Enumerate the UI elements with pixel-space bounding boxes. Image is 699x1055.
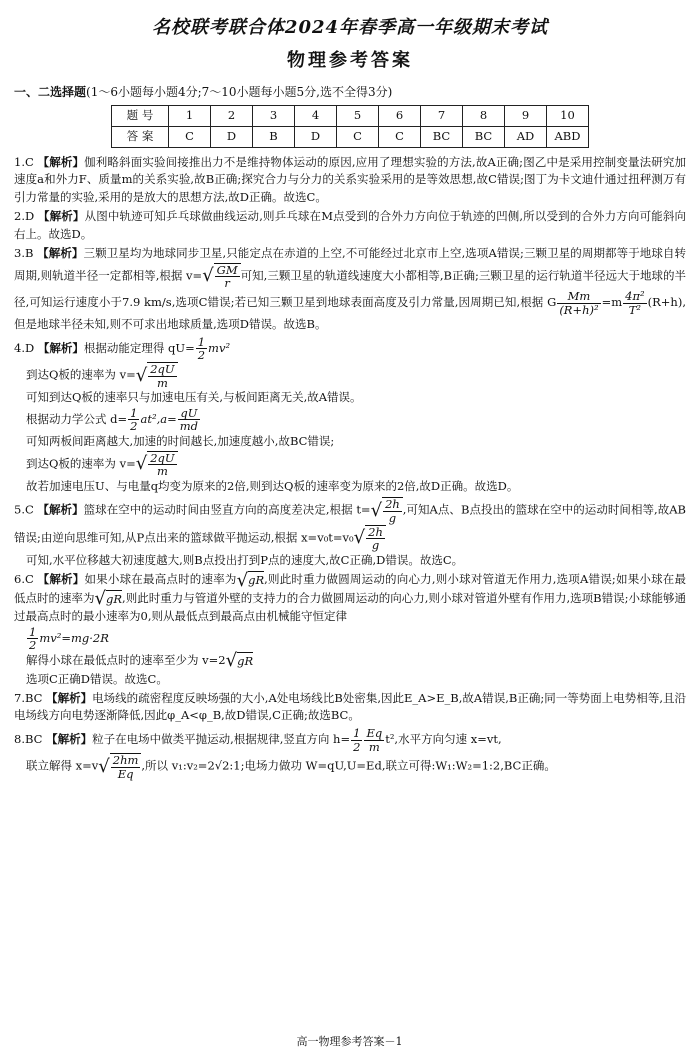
solution-text: 如果小球在最高点时的速率为 bbox=[84, 572, 237, 587]
sqrt-formula: √ $\frac{2h}{g}$ bbox=[371, 497, 403, 524]
solution-text: 根据动能定理得 qU= bbox=[83, 340, 195, 355]
qnum-cell: 5 bbox=[337, 105, 379, 126]
answer-cell: C bbox=[169, 126, 211, 147]
solution-text: 三颗卫星均为地球同步卫星,只能定点在赤道的上空,不可能经过北京市上空,选项A错误;三颗卫星的周期都等于地球自转周期,则轨道半径一定都相等,根据 v= bbox=[14, 246, 687, 283]
answer-table-row-numbers bbox=[112, 105, 589, 126]
analysis-tag: 【解析】 bbox=[37, 340, 84, 355]
solution-text: 故若加速电压U、与电量q均变为原来的2倍,则到达Q板的速率变为原来的2倍,故D正确。故选D。 bbox=[26, 478, 519, 493]
solution-text: 伽利略斜面实验间接推出力不是维持物体运动的原因,应用了理想实验的方法,故A正确;图乙中是采用控制变量法研究加速度a和外力F、质量m的关系实验,故B正确;探究合力与分力的关系实验采用的是等效思想,故C错误;图丁为卡文迪什通过扭秤测万有引力常量的实验,采用的是放大的思想方法,故D正确。故选C。 bbox=[14, 154, 687, 204]
denominator: r bbox=[224, 276, 230, 291]
solution-2 bbox=[14, 208, 686, 243]
solution-text: 电场线的疏密程度反映场强的大小,A处电场线比B处密集,因此E_A>E_B,故A错误,B正确;同一等势面上电势相等,且沿电场线方向电势逐渐降低,因此φ_A<φ_B,故D错误,C正确;故选BC。 bbox=[14, 690, 687, 723]
solution-number: 7.BC bbox=[14, 690, 43, 705]
formula: at²,a= bbox=[140, 411, 177, 426]
sqrt-formula: √ $\frac{GM}{r}$ bbox=[202, 263, 240, 290]
answer-cell: AD bbox=[505, 126, 547, 147]
exam-title: 名校联考联合体2024年春季高一年级期末考试 bbox=[151, 17, 549, 38]
solution-text: 可知,三颗卫星的轨道线速度大小都相等,B正确;三颗卫星的运行轨道半径远大于地球的半径,可知运行速度小于7.9 km/s,选项C错误;若已知三颗卫星到地球表面高度及引力常量,因周期已知,根据 G bbox=[14, 268, 686, 310]
sqrt-formula: √gR bbox=[225, 650, 254, 672]
row-label-answers: 答 案 bbox=[112, 126, 169, 147]
solution-6 bbox=[14, 571, 686, 688]
solution-text: ,则此时重力做圆周运动的向心力,则小球对管道无作用力,选项A错误;如果小球在最低点时的速率为 bbox=[14, 572, 687, 606]
qnum-cell: 10 bbox=[547, 105, 589, 126]
answer-page bbox=[14, 10, 686, 782]
solution-7 bbox=[14, 690, 686, 725]
fraction: $\frac{Mm}{\text{(R+h)²}}$ bbox=[559, 289, 599, 317]
qnum-cell: 2 bbox=[211, 105, 253, 126]
answer-cell: D bbox=[295, 126, 337, 147]
solution-text: 到达Q板的速率为 v= bbox=[26, 367, 136, 382]
solution-number: 1.C bbox=[14, 154, 34, 169]
section-heading bbox=[14, 83, 686, 101]
solution-text: t²,水平方向匀速 x=vt, bbox=[385, 732, 502, 747]
sqrt-formula: √ $\frac{2h}{g}$ bbox=[354, 525, 386, 552]
answer-cell: C bbox=[379, 126, 421, 147]
solution-text: 到达Q板的速率为 v= bbox=[26, 456, 136, 471]
solution-number: 6.C bbox=[14, 572, 34, 587]
qnum-cell: 7 bbox=[421, 105, 463, 126]
solution-text: 从图中轨迹可知乒乓球做曲线运动,则乒乓球在M点受到的合外力方向位于轨迹的凹侧,所以受到的合外力方向可能斜向右上。故选D。 bbox=[14, 209, 686, 241]
doc-subtitle: 物理参考答案 bbox=[287, 50, 413, 72]
solution-text: 根据动力学公式 d= bbox=[26, 411, 128, 426]
sqrt-formula: √gR bbox=[236, 569, 265, 591]
row-label-numbers: 题 号 bbox=[112, 105, 169, 126]
qnum-cell: 6 bbox=[379, 105, 421, 126]
fraction: $\frac{1}{2}$ bbox=[130, 405, 138, 434]
analysis-tag: 【解析】 bbox=[37, 572, 85, 587]
sqrt-formula: √gR bbox=[94, 588, 123, 610]
solution-text: 可知到达Q板的速率只与加速电压有关,与板间距离无关,故A错误。 bbox=[26, 390, 362, 405]
fraction: $\frac{1}{2}$ bbox=[353, 725, 361, 754]
solution-text: ,则此时重力与管道外壁的支持力的合力做圆周运动的向心力,则小球对管道外壁有作用力,选项B错误;小球能够通过最高点时的最小速率为0,则从最低点到最高点由机械能守恒定律 bbox=[14, 591, 686, 624]
answer-table bbox=[111, 105, 589, 148]
analysis-tag: 【解析】 bbox=[37, 154, 85, 169]
solution-number: 8.BC bbox=[14, 732, 43, 747]
qnum-cell: 4 bbox=[295, 105, 337, 126]
solution-number: 5.C bbox=[14, 502, 34, 517]
numerator: GM bbox=[216, 262, 238, 277]
solution-text: 粒子在电场中做类平抛运动,根据规律,竖直方向 h= bbox=[92, 732, 351, 747]
qnum-cell: 1 bbox=[169, 105, 211, 126]
solution-text: (R+h),但是地球半径未知,则不可求出地球质量,选项D错误。故选B。 bbox=[14, 295, 686, 332]
solution-1 bbox=[14, 154, 686, 206]
fraction: $\frac{Eq}{m}$ bbox=[366, 725, 383, 754]
sqrt-formula: √ $\frac{2hm}{Eq}$ bbox=[98, 753, 141, 780]
section-title: 一、二选择题 bbox=[14, 84, 87, 99]
answer-table-row-answers bbox=[112, 126, 589, 147]
answer-cell: BC bbox=[463, 126, 505, 147]
fraction: $\frac{\text{4π²}}{\text{T²}}$ bbox=[625, 289, 645, 317]
solution-5 bbox=[14, 497, 686, 569]
formula: mv² bbox=[208, 340, 231, 355]
solution-text: ,所以 v₁:v₂=2√2:1;电场力做功 W=qU,U=Ed,联立可得:W₁:W₂=1:2,BC正确。 bbox=[141, 758, 556, 773]
qnum-cell: 3 bbox=[253, 105, 295, 126]
solution-text: 联立解得 x=v bbox=[26, 758, 99, 773]
solution-text: 可知两板间距离越大,加速的时间越长,加速度越小,故BC错误; bbox=[26, 434, 335, 449]
answer-cell: C bbox=[337, 126, 379, 147]
analysis-tag: 【解析】 bbox=[37, 502, 84, 517]
solution-number: 2.D bbox=[14, 209, 35, 224]
solution-text: 可知,水平位移越大初速度越大,则B点投出打到P点的速度大,故C正确,D错误。故选C。 bbox=[26, 552, 464, 567]
solution-3 bbox=[14, 245, 686, 334]
analysis-tag: 【解析】 bbox=[46, 690, 93, 705]
fraction: $\frac{1}{2}$ bbox=[29, 624, 37, 653]
solution-4 bbox=[14, 336, 686, 496]
analysis-tag: 【解析】 bbox=[46, 732, 93, 747]
solution-number: 4.D bbox=[14, 340, 35, 355]
sqrt-formula: √ $\frac{2qU}{m}$ bbox=[136, 451, 178, 478]
fraction: $\frac{1}{2}$ bbox=[197, 334, 206, 363]
solution-text: =m bbox=[601, 295, 623, 310]
qnum-cell: 8 bbox=[463, 105, 505, 126]
solution-text: 篮球在空中的运动时间由竖直方向的高度差决定,根据 t= bbox=[83, 502, 371, 517]
answer-cell: ABD bbox=[547, 126, 589, 147]
answer-cell: D bbox=[211, 126, 253, 147]
solution-text: 选项C正确D错误。故选C。 bbox=[26, 671, 168, 686]
analysis-tag: 【解析】 bbox=[38, 209, 85, 224]
page-footer: 高一物理参考答案－1 bbox=[296, 1035, 403, 1048]
solution-text: ,可知A点、B点投出的篮球在空中的运动时间相等,故AB错误;由逆向思维可知,从P点出来的篮球做平抛运动,根据 x=v₀t=v₀ bbox=[14, 502, 686, 545]
formula: mv²=mg·2R bbox=[39, 630, 109, 645]
qnum-cell: 9 bbox=[505, 105, 547, 126]
answer-cell: B bbox=[253, 126, 295, 147]
section-note: (1～6小题每小题4分;7～10小题每小题5分,选不全得3分) bbox=[86, 84, 393, 99]
solution-text: 解得小球在最低点时的速率至少为 v=2 bbox=[26, 653, 226, 668]
solution-8 bbox=[14, 727, 686, 781]
sqrt-formula: √ $\frac{2qU}{m}$ bbox=[136, 362, 178, 389]
solution-number: 3.B bbox=[14, 246, 34, 261]
fraction: $\frac{qU}{md}$ bbox=[179, 405, 199, 434]
analysis-tag: 【解析】 bbox=[37, 246, 84, 261]
answer-cell: BC bbox=[421, 126, 463, 147]
